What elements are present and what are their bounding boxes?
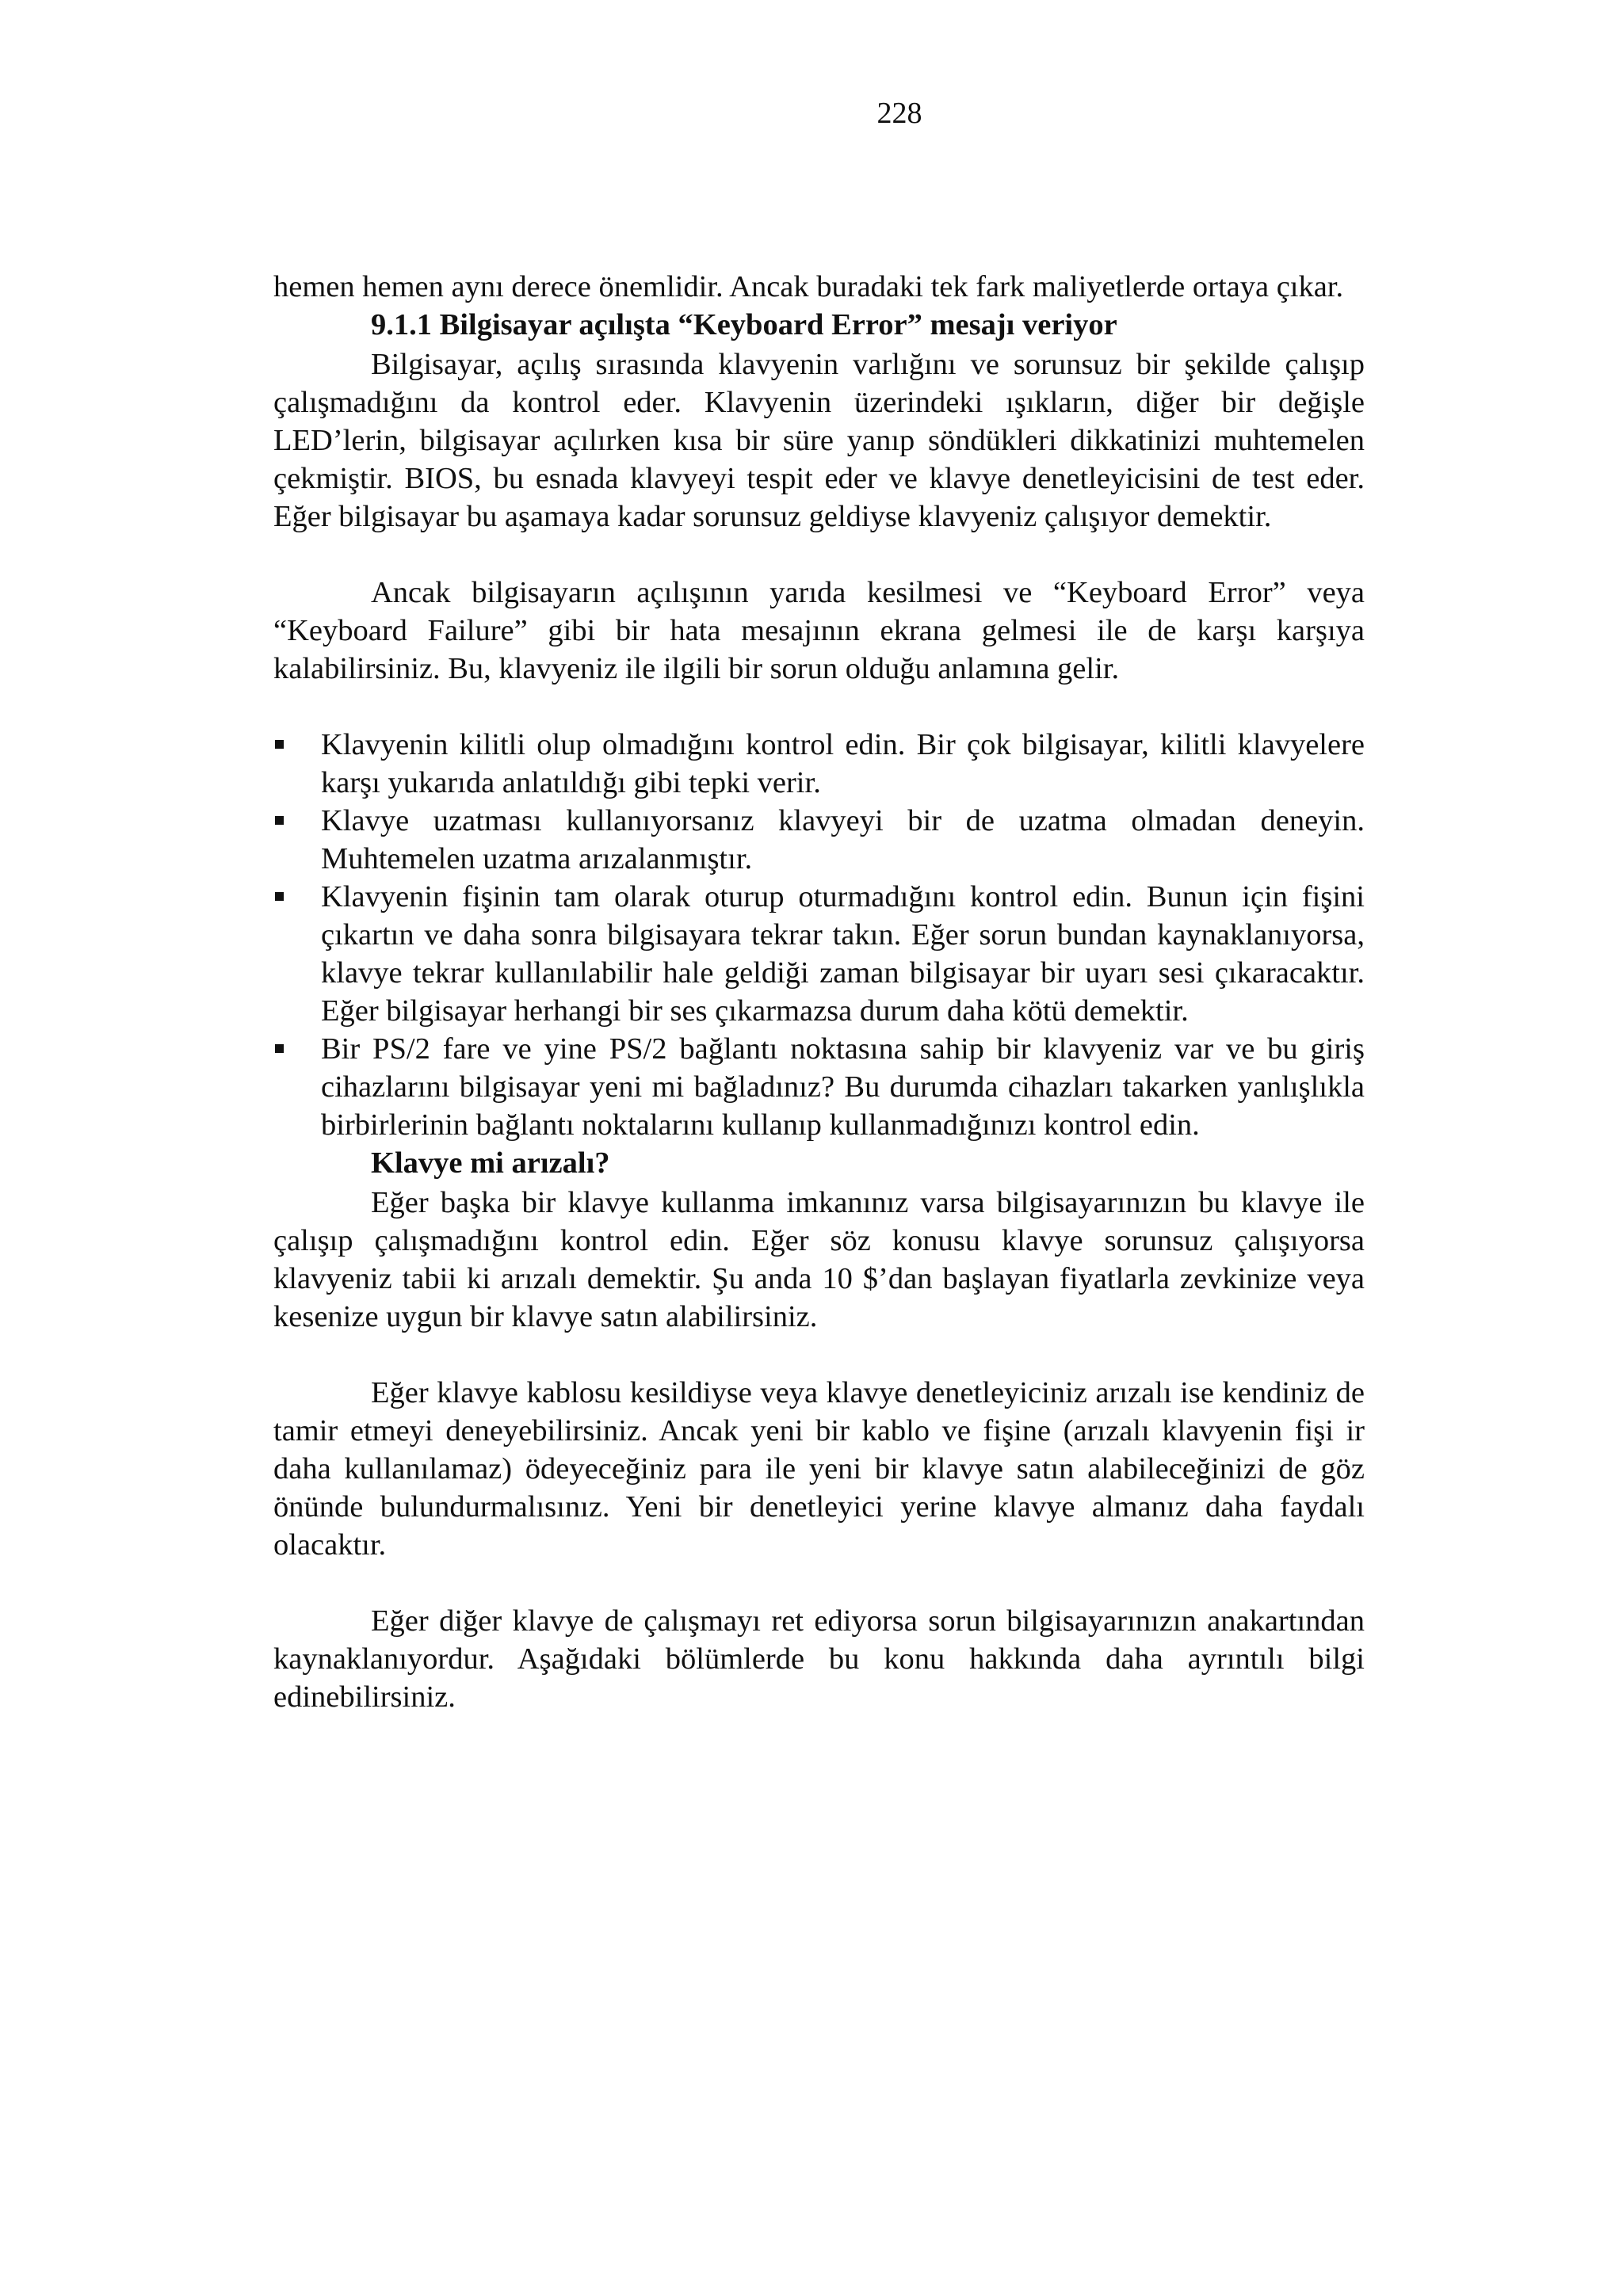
list-item-text: Klavyenin kilitli olup olmadığını kontrol edin. Bir çok bilgisayar, kilitli klavyelere karşı yukarıda anlatıldığı gibi tepki verir.: [321, 728, 1365, 799]
subsection-paragraph-1: Eğer başka bir klavye kullanma imkanınız varsa bilgisayarınızın bu klavye ile çalışıp çalışmadığını kontrol edin. Eğer söz konusu klavye sorunsuz çalışıyorsa klavyeniz tabii ki arızalı demektir. Şu anda 10 $’dan başlayan fiyatlarla zevkinize veya kesenize uygun bir klavye satın alabilirsiniz.: [273, 1186, 1365, 1333]
list-item-text: Klavyenin fişinin tam olarak oturup oturmadığını kontrol edin. Bunun için fişini çıkartın ve daha sonra bilgisayara tekrar takın. Eğer sorun bundan kaynaklanıyorsa, klavye tekrar kullanılabilir hale geldiği zaman bilgisayar bir uyarı sesi çıkaracaktır. Eğer bilgisayar herhangi bir ses çıkarmazsa durum daha kötü demektir.: [321, 880, 1365, 1028]
list-item: [273, 878, 1365, 1030]
square-bullet-icon: [275, 892, 284, 901]
section-paragraph-1: Bilgisayar, açılış sırasında klavyenin varlığını ve sorunsuz bir şekilde çalışıp çalışmadığını da kontrol eder. Klavyenin üzerindeki ışıkların, diğer bir değişle LED’lerin, bilgisayar açılırken kısa bir süre yanıp söndükleri dikkatinizi muhtemelen çekmiştir. BIOS, bu esnada klavyeyi tespit eder ve klavye denetleyicisini de test eder. Eğer bilgisayar bu aşamaya kadar sorunsuz geldiyse klavyeniz çalışıyor demektir.: [273, 348, 1365, 533]
list-item: [273, 1030, 1365, 1144]
square-bullet-icon: [275, 740, 284, 749]
square-bullet-icon: [275, 816, 284, 825]
page-number: 228: [876, 97, 922, 130]
troubleshooting-list: [273, 726, 1365, 1144]
list-item: [273, 802, 1365, 878]
subsection-heading: Klavye mi arızalı?: [371, 1146, 610, 1180]
subsection-paragraph-2: Eğer klavye kablosu kesildiyse veya klavye denetleyiciniz arızalı ise kendiniz de tamir etmeyi deneyebilirsiniz. Ancak yeni bir kablo ve fişine (arızalı klavyenin fişi ir daha kullanılamaz) ödeyeceğiniz para ile yeni bir klavye satın alabileceğinizi de göz önünde bulundurmalısınız. Yeni bir denetleyici yerine klavye almanız daha faydalı olacaktır.: [273, 1376, 1365, 1562]
square-bullet-icon: [275, 1044, 284, 1053]
list-item-text: Klavye uzatması kullanıyorsanız klavyeyi bir de uzatma olmadan deneyin. Muhtemelen uzatma arızalanmıştır.: [321, 804, 1365, 875]
subsection-paragraph-3: Eğer diğer klavye de çalışmayı ret ediyorsa sorun bilgisayarınızın anakartından kaynaklanıyordur. Aşağıdaki bölümlerde bu konu hakkında daha ayrıntılı bilgi edinebilirsiniz.: [273, 1604, 1365, 1714]
intro-paragraph: hemen hemen aynı derece önemlidir. Ancak buradaki tek fark maliyetlerde ortaya çıkar.: [273, 270, 1344, 303]
section-heading: 9.1.1 Bilgisayar açılışta “Keyboard Error” mesajı veriyor: [371, 308, 1117, 341]
page-body: [273, 268, 1365, 1716]
list-item-text: Bir PS/2 fare ve yine PS/2 bağlantı noktasına sahip bir klavyeniz var ve bu giriş cihazlarını bilgisayar yeni mi bağladınız? Bu durumda cihazları takarken yanlışlıkla birbirlerinin bağlantı noktalarını kullanıp kullanmadığınızı kontrol edin.: [321, 1032, 1365, 1142]
list-item: [273, 726, 1365, 802]
section-paragraph-2: Ancak bilgisayarın açılışının yarıda kesilmesi ve “Keyboard Error” veya “Keyboard Failure” gibi bir hata mesajının ekrana gelmesi ile de karşı karşıya kalabilirsiniz. Bu, klavyeniz ile ilgili bir sorun olduğu anlamına gelir.: [273, 576, 1365, 685]
